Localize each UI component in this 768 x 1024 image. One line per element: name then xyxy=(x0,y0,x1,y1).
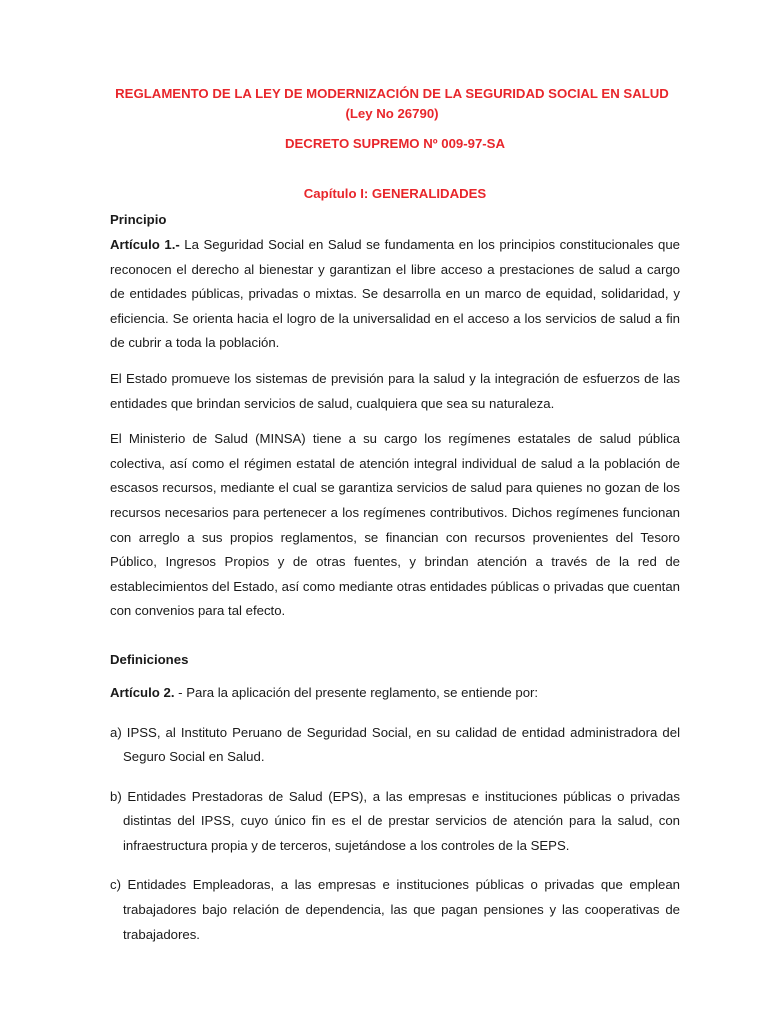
article-1-paragraph xyxy=(110,233,680,356)
definition-item-a: a) IPSS, al Instituto Peruano de Seguridad Social, en su calidad de entidad administradora del Seguro Social en Salud. xyxy=(110,724,680,765)
article-1-label: Artículo 1.- xyxy=(110,237,180,252)
section-heading-definiciones: Definiciones xyxy=(110,651,189,667)
decree-number: DECRETO SUPREMO Nº 009-97-SA xyxy=(284,136,506,151)
document-title: REGLAMENTO DE LA LEY DE MODERNIZACIÓN DE LA SEGURIDAD SOCIAL EN SALUD (Ley No 26790) xyxy=(115,86,669,121)
paragraph-estado: El Estado promueve los sistemas de previsión para la salud y la integración de esfuerzos de las entidades que brindan servicios de salud, cualquiera que sea su naturaleza. xyxy=(110,370,680,411)
paragraph-minsa: El Ministerio de Salud (MINSA) tiene a su cargo los regímenes estatales de salud pública colectiva, así como el régimen estatal de atención integral individual de salud a la población de escasos recursos, mediante el cual se garantiza servicios de salud para quienes no gozan de los recursos necesarios para pertenecer a los regímenes contributivos. Dichos regímenes funcionan con arreglo a sus propios reglamentos, se financian con recursos provenientes del Tesoro Público, Ingresos Propios y de otras fuentes, y brindan atención a través de la red de establecimientos del Estado, así como mediante otras entidades públicas o privadas que cuentan con convenios para tal efecto. xyxy=(110,431,680,619)
article-2-text: - Para la aplicación del presente reglamento, se entiende por: xyxy=(174,684,539,700)
chapter-heading: Capítulo I: GENERALIDADES xyxy=(303,186,487,201)
article-1-text: La Seguridad Social en Salud se fundamenta en los principios constitucionales que reconocen el derecho al bienestar y garantizan el libre acceso a prestaciones de salud a cargo de entidades públicas, privadas o mixtas. Se desarrolla en un marco de equidad, solidaridad, y eficiencia. Se orienta hacia el logro de la universalidad en el acceso a los servicios de salud a fin de cubrir a toda la población. xyxy=(110,237,680,351)
article-2-label: Artículo 2. xyxy=(110,684,175,700)
definition-item-b: b) Entidades Prestadoras de Salud (EPS), a las empresas e instituciones públicas o privadas distintas del IPSS, cuyo único fin es el de prestar servicios de atención para la salud, con infraestructura propia y de terceros, sujetándose a los controles de la SEPS. xyxy=(110,788,680,853)
article-2-paragraph xyxy=(110,681,680,706)
definition-item-c: c) Entidades Empleadoras, a las empresas e instituciones públicas o privadas que emplean trabajadores bajo relación de dependencia, las que pagan pensiones y las cooperativas de trabajadores. xyxy=(110,877,680,942)
section-heading-principio: Principio xyxy=(110,212,167,227)
